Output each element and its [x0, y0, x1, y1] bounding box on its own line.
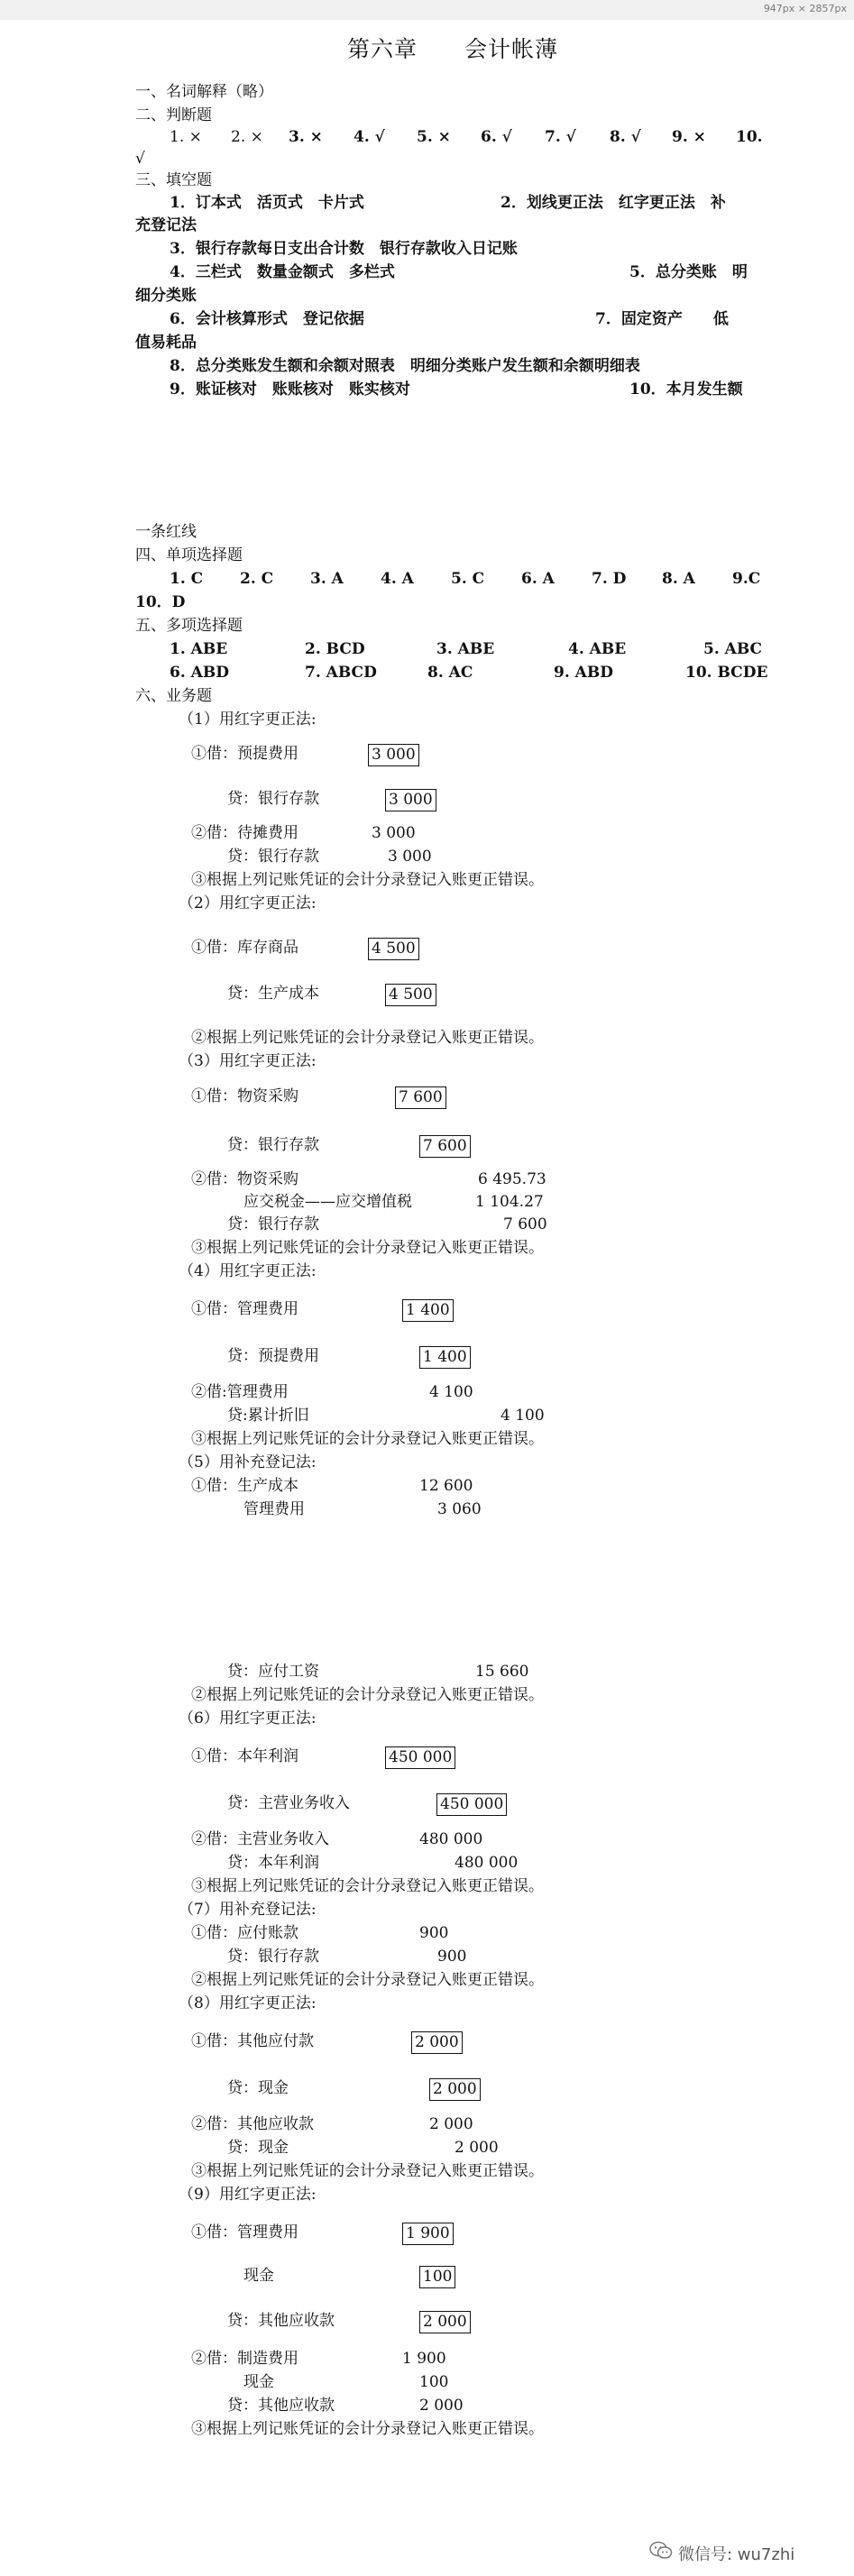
- fill-answer: 7．固定资产 低: [595, 310, 729, 328]
- amount: 15 660: [475, 1663, 529, 1681]
- question-heading: （5）用补充登记法:: [179, 1453, 317, 1471]
- journal-line-debit: ①借：生产成本: [191, 1477, 298, 1495]
- single-choice-answer: 6. A: [521, 570, 555, 588]
- red-amount-box: 450 000: [436, 1793, 507, 1816]
- red-amount-box: 1 400: [402, 1299, 454, 1322]
- amount: 480 000: [419, 1830, 483, 1848]
- journal-line-debit: 现金: [243, 2267, 274, 2285]
- single-choice-answer: 7. D: [592, 570, 627, 588]
- journal-line-debit: ①借：管理费用: [191, 2223, 298, 2241]
- journal-line-debit: ②借：其他应收款: [191, 2115, 314, 2133]
- journal-line-credit: 贷:累计折旧: [227, 1407, 309, 1425]
- question-heading: （2）用红字更正法:: [179, 894, 317, 912]
- journal-line-debit: ②借：待摊费用: [191, 824, 298, 842]
- journal-line-credit: 贷：现金: [227, 2079, 289, 2097]
- fill-answer: 值易耗品: [135, 334, 197, 352]
- amount: 3 000: [372, 824, 416, 842]
- single-choice-answer: 4. A: [381, 570, 414, 588]
- judge-answer: 6. √: [481, 128, 512, 146]
- journal-line-debit: ①借：库存商品: [191, 939, 298, 957]
- section-4-heading: 四、单项选择题: [135, 546, 243, 564]
- watermark-text: 微信号: wu7zhi: [678, 2544, 795, 2564]
- multi-choice-answer: 5. ABC: [703, 640, 763, 658]
- amount: 6 495.73: [478, 1170, 546, 1188]
- section-6-heading: 六、业务题: [135, 687, 212, 705]
- amount: 7 600: [503, 1215, 547, 1233]
- amount: 100: [419, 2373, 449, 2391]
- journal-line-credit: 贷：银行存款: [227, 1948, 319, 1966]
- multi-choice-answer: 6. ABD: [170, 664, 229, 682]
- judge-answer: 1. ×: [170, 128, 202, 146]
- question-heading: （4）用红字更正法:: [179, 1262, 317, 1280]
- journal-line-credit: 贷：其他应收款: [227, 2312, 335, 2330]
- journal-line-debit: ①借：预提费用: [191, 745, 298, 763]
- judge-answer: 10.: [736, 128, 763, 146]
- question-heading: （9）用红字更正法:: [179, 2186, 317, 2204]
- red-amount-box: 4 500: [368, 938, 419, 960]
- fill-answer: 10．本月发生额: [629, 380, 743, 399]
- fill-answer: 2．划线更正法 红字更正法 补: [500, 194, 726, 212]
- journal-line-debit: ②借：主营业务收入: [191, 1830, 329, 1848]
- journal-line-credit: 贷：应付工资: [227, 1663, 319, 1681]
- correction-note: ②根据上列记账凭证的会计分录登记入账更正错误。: [191, 1971, 544, 1989]
- red-amount-box: 7 600: [395, 1086, 446, 1109]
- image-dimensions: 947px × 2857px: [763, 3, 847, 14]
- amount: 1 104.27: [475, 1193, 544, 1211]
- viewer-bar: [0, 0, 854, 20]
- fill-answer: 6．会计核算形式 登记依据: [170, 310, 364, 328]
- red-amount-box: 4 500: [385, 984, 436, 1006]
- journal-line-debit: ②借:管理费用: [191, 1383, 289, 1401]
- journal-line-debit: ①借：应付账款: [191, 1924, 298, 1942]
- single-choice-answer: 1. C: [170, 570, 204, 588]
- judge-answer: 8. √: [610, 128, 641, 146]
- amount: 12 600: [419, 1477, 473, 1495]
- multi-choice-answer: 1. ABE: [170, 640, 228, 658]
- judge-answer: 2. ×: [231, 128, 263, 146]
- amount: 2 000: [429, 2115, 473, 2133]
- amount: 4 100: [500, 1407, 545, 1425]
- amount: 4 100: [429, 1383, 473, 1401]
- chapter-title: 第六章 会计帐薄: [347, 36, 559, 62]
- journal-line-credit: 贷：银行存款: [227, 1215, 319, 1233]
- red-amount-box: 2 000: [429, 2078, 481, 2101]
- judge-answer-tail: √: [135, 150, 145, 168]
- judge-answer: 4. √: [354, 128, 385, 146]
- fill-answer: 3．银行存款每日支出合计数 银行存款收入日记账: [170, 240, 518, 258]
- correction-note: ③根据上列记账凭证的会计分录登记入账更正错误。: [191, 2162, 544, 2180]
- single-choice-answer: 5. C: [451, 570, 485, 588]
- fill-answer: 8．总分类账发生额和余额对照表 明细分类账户发生额和余额明细表: [170, 357, 640, 375]
- wechat-icon: [649, 2541, 673, 2565]
- journal-line-credit: 贷：生产成本: [227, 985, 319, 1003]
- amount: 900: [419, 1924, 449, 1942]
- journal-line-credit: 贷：预提费用: [227, 1347, 319, 1365]
- journal-line-debit: 应交税金——应交增值税: [243, 1193, 412, 1211]
- single-choice-answer: 10．D: [135, 593, 186, 611]
- multi-choice-answer: 7. ABCD: [305, 664, 377, 682]
- section-5-heading: 五、多项选择题: [135, 617, 243, 635]
- fill-answer: 9．账证核对 账账核对 账实核对: [170, 380, 410, 399]
- single-choice-answer: 2. C: [240, 570, 274, 588]
- journal-line-credit: 贷：主营业务收入: [227, 1794, 350, 1812]
- red-amount-box: 1 900: [402, 2223, 454, 2245]
- single-choice-answer: 9.C: [732, 570, 761, 588]
- fill-answer: 1．订本式 活页式 卡片式: [170, 194, 364, 212]
- journal-line-debit: 现金: [243, 2373, 274, 2391]
- question-heading: （3）用红字更正法:: [179, 1052, 317, 1070]
- red-amount-box: 7 600: [419, 1135, 471, 1158]
- journal-line-credit: 贷：现金: [227, 2139, 289, 2157]
- single-choice-answer: 8. A: [662, 570, 695, 588]
- multi-choice-answer: 3. ABE: [436, 640, 495, 658]
- correction-note: ③根据上列记账凭证的会计分录登记入账更正错误。: [191, 1239, 544, 1257]
- section-1-heading: 一、名词解释（略）: [135, 83, 273, 101]
- fill-answer: 一条红线: [135, 523, 197, 541]
- question-heading: （1）用红字更正法:: [179, 710, 317, 729]
- journal-line-credit: 贷：银行存款: [227, 848, 319, 866]
- journal-line-debit: ①借：物资采购: [191, 1087, 298, 1105]
- journal-line-credit: 贷：银行存款: [227, 790, 319, 808]
- judge-answer: 3. ×: [289, 128, 323, 146]
- correction-note: ②根据上列记账凭证的会计分录登记入账更正错误。: [191, 1029, 544, 1047]
- multi-choice-answer: 9. ABD: [554, 664, 613, 682]
- amount: 3 000: [388, 848, 432, 866]
- multi-choice-answer: 4. ABE: [568, 640, 627, 658]
- journal-line-credit: 贷：本年利润: [227, 1854, 319, 1872]
- journal-line-debit: ①借：管理费用: [191, 1300, 298, 1318]
- journal-line-debit: ②借：物资采购: [191, 1170, 298, 1188]
- journal-line-debit: 管理费用: [243, 1500, 305, 1518]
- multi-choice-answer: 10. BCDE: [685, 664, 768, 682]
- judge-answer: 5. ×: [417, 128, 451, 146]
- question-heading: （7）用补充登记法:: [179, 1901, 317, 1919]
- amount: 900: [437, 1948, 467, 1966]
- judge-answer: 9. ×: [672, 128, 706, 146]
- amount: 480 000: [455, 1854, 519, 1872]
- correction-note: ③根据上列记账凭证的会计分录登记入账更正错误。: [191, 1430, 544, 1448]
- red-amount-box: 3 000: [368, 744, 419, 766]
- red-amount-box: 3 000: [385, 789, 436, 811]
- red-amount-box: 100: [419, 2266, 455, 2288]
- amount: 1 900: [402, 2350, 446, 2368]
- section-2-heading: 二、判断题: [135, 106, 212, 124]
- question-heading: （6）用红字更正法:: [179, 1710, 317, 1728]
- correction-note: ②根据上列记账凭证的会计分录登记入账更正错误。: [191, 1686, 544, 1704]
- fill-answer: 充登记法: [135, 216, 197, 234]
- journal-line-debit: ①借：其他应付款: [191, 2032, 314, 2050]
- correction-note: ③根据上列记账凭证的会计分录登记入账更正错误。: [191, 1877, 544, 1895]
- journal-line-credit: 贷：银行存款: [227, 1136, 319, 1154]
- correction-note: ③根据上列记账凭证的会计分录登记入账更正错误。: [191, 871, 544, 889]
- journal-line-debit: ①借：本年利润: [191, 1747, 298, 1765]
- single-choice-answer: 3. A: [310, 570, 344, 588]
- multi-choice-answer: 8. AC: [427, 664, 473, 682]
- journal-line-credit: 贷：其他应收款: [227, 2397, 335, 2415]
- multi-choice-answer: 2. BCD: [305, 640, 365, 658]
- question-heading: （8）用红字更正法:: [179, 1994, 317, 2012]
- red-amount-box: 1 400: [419, 1346, 471, 1369]
- fill-answer: 4．三栏式 数量金额式 多栏式: [170, 263, 395, 281]
- red-amount-box: 2 000: [411, 2031, 463, 2054]
- judge-answer: 7. √: [545, 128, 576, 146]
- correction-note: ③根据上列记账凭证的会计分录登记入账更正错误。: [191, 2420, 544, 2438]
- amount: 3 060: [437, 1500, 482, 1518]
- fill-answer: 细分类账: [135, 287, 197, 305]
- watermark: [649, 2541, 794, 2565]
- amount: 2 000: [419, 2397, 464, 2415]
- red-amount-box: 450 000: [385, 1746, 455, 1769]
- red-amount-box: 2 000: [419, 2311, 471, 2333]
- section-3-heading: 三、填空题: [135, 171, 212, 189]
- amount: 2 000: [455, 2139, 499, 2157]
- journal-line-debit: ②借：制造费用: [191, 2350, 298, 2368]
- fill-answer: 5．总分类账 明: [629, 263, 748, 281]
